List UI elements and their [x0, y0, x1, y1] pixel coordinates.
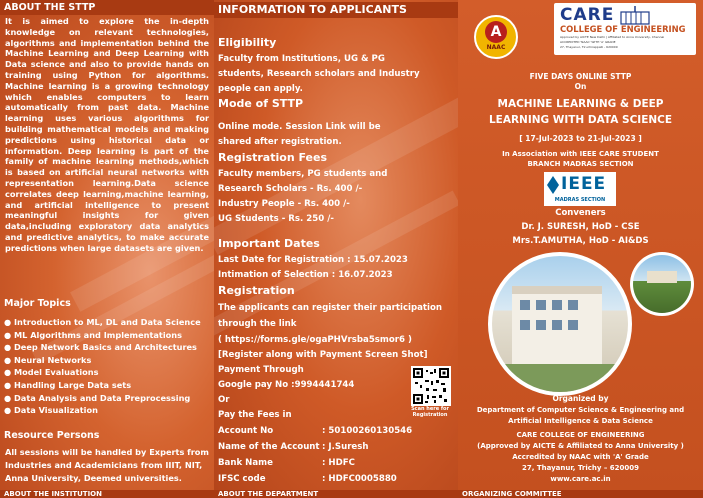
topic-item: ● Data Visualization	[4, 405, 98, 416]
dates-line: Last Date for Registration : 15.07.2023	[218, 255, 408, 265]
college-name: CARE	[560, 5, 615, 25]
footer-left: ABOUT THE INSTITUTION	[0, 490, 214, 498]
window	[568, 320, 578, 330]
about-panel	[0, 0, 214, 498]
registration-line: [Register along with Payment Screen Shot]	[218, 350, 428, 360]
convener-1: Dr. J. SURESH, HoD - CSE	[521, 222, 640, 232]
college-name-sub: COLLEGE OF ENGINEERING	[560, 24, 686, 34]
info-heading: INFORMATION TO APPLICANTS	[214, 2, 458, 18]
event-dates: [ 17-Jul-2023 to 21-Jul-2023 ]	[519, 134, 642, 143]
mode-line: shared after registration.	[218, 137, 342, 147]
account-label: Name of the Account	[218, 442, 320, 452]
about-text: It is aimed to explore the in-depth knowledge on relevant technologies, algorithms and implementation behind the Machine Learning and Deep Learning with Data science and also to provide hands on training using Python for algorithms. Machine learning is a growing technology which enables computers to learn automatically from past data. Machine learning uses various algorithms for building mathematical models and making predictions using historical data or information. Deep learning is part of the family of machine learning methods,which is based on artificial neural networks with representation learning.Data science correlates deep learning,machine learning, and artificial intelligence to present meaningful insights for given data,including exploratory data analytics and predictive analytics, to make accurate predictions when large datasets are given.	[5, 16, 209, 253]
qr-code-icon	[413, 368, 449, 404]
topic-item: ● Introduction to ML, DL and Data Science	[4, 317, 201, 327]
lawn	[492, 364, 628, 392]
building-roof	[512, 286, 602, 294]
registration-line: through the link	[218, 319, 297, 329]
about-heading: ABOUT THE STTP	[0, 0, 214, 15]
topics-list	[4, 316, 201, 417]
scan-label: Scan here for Registration	[411, 406, 449, 418]
registration-line: The applicants can register their participation	[218, 303, 443, 313]
dates-line: Intimation of Selection : 16.07.2023	[218, 270, 393, 280]
account-value: : HDFC0005880	[322, 474, 397, 484]
account-label: IFSC code	[218, 474, 266, 484]
account-label: Bank Name	[218, 458, 273, 468]
registration-heading: Registration	[218, 284, 295, 297]
address-line1: CARE COLLEGE OF ENGINEERING	[516, 431, 645, 439]
college-approval: Approved by AICTE New Delhi | Affiliated to Anna University, Chennai	[560, 35, 665, 39]
naac-grade: A	[485, 21, 507, 43]
resource-text: All sessions will be handled by Experts from Industries and Academicians from IIIT, NIT, Anna University, Deemed universities.	[5, 447, 209, 483]
association-line2: BRANCH MADRAS SECTION	[527, 160, 634, 168]
topic-item: ● Model Evaluations	[4, 367, 99, 378]
association-line1: In Association with IEEE CARE STUDENT	[502, 150, 659, 158]
website-link[interactable]: www.care.ac.in	[550, 475, 611, 483]
eligibility-line: Faculty from Institutions, UG & PG	[218, 54, 385, 64]
eligibility-line: people can apply.	[218, 84, 303, 94]
organizer-line1: Department of Computer Science & Engineering and	[476, 406, 685, 414]
ieee-logo	[544, 172, 616, 206]
window	[536, 300, 546, 310]
registration-link[interactable]: ( https://forms.gle/ogaPHVrsba5smor6 )	[218, 335, 412, 345]
address-line4: 27, Thayanur, Trichy – 620009	[521, 464, 640, 472]
ieee-diamond-icon	[547, 176, 559, 194]
conveners-heading: Conveners	[555, 208, 606, 218]
address-line3: Accredited by NAAC with 'A' Grade	[512, 453, 649, 461]
topic-item: ● Neural Networks	[4, 354, 92, 365]
account-value: : 50100260130546	[322, 426, 413, 436]
registration-line: Pay the Fees in	[218, 410, 292, 420]
event-title-line2: LEARNING WITH DATA SCIENCE	[488, 114, 673, 126]
campus-photo	[492, 256, 628, 392]
event-on: On	[574, 82, 587, 91]
topic-item: ● ML Algorithms and Implementations	[4, 329, 182, 340]
resource-heading: Resource Persons	[4, 430, 100, 441]
event-type: FIVE DAYS ONLINE STTP	[529, 72, 632, 81]
registration-line: Or	[218, 395, 230, 405]
organized-heading: Organized by	[552, 394, 609, 403]
qr-code[interactable]	[411, 366, 451, 406]
college-accreditation: ACCREDITED 'NAAC' WITH 'A' GRADE	[560, 40, 616, 44]
window	[552, 320, 562, 330]
gate-photo	[647, 271, 677, 283]
topic-item: ● Data Analysis and Data Preprocessing	[4, 392, 191, 403]
window	[520, 320, 530, 330]
topic-item: ● Handling Large Data sets	[4, 379, 132, 390]
campus-photo-2	[633, 255, 691, 313]
ieee-sub: MADRAS SECTION	[554, 197, 606, 203]
dates-heading: Important Dates	[218, 237, 320, 250]
convener-2: Mrs.T.AMUTHA, HoD - AI&DS	[512, 236, 649, 246]
registration-line: Google pay No :9994441744	[218, 380, 355, 390]
info-panel	[214, 0, 458, 498]
cover-panel	[458, 0, 703, 498]
window	[568, 300, 578, 310]
ieee-text: IEEE	[561, 174, 607, 194]
fees-line: Industry People - Rs. 400 /-	[218, 199, 350, 209]
fees-line: Faculty members, PG students and	[218, 169, 388, 179]
fees-line: Research Scholars - Rs. 400 /-	[218, 184, 363, 194]
window	[520, 300, 530, 310]
topics-heading: Major Topics	[4, 298, 71, 309]
mode-heading: Mode of STTP	[218, 97, 304, 110]
college-building-icon	[620, 6, 650, 26]
window	[536, 320, 546, 330]
account-label: Account No	[218, 426, 274, 436]
mode-line: Online mode. Session Link will be	[218, 122, 381, 132]
footer-mid: ABOUT THE DEPARTMENT	[214, 490, 458, 498]
college-logo-box	[554, 3, 696, 55]
event-title-line1: MACHINE LEARNING & DEEP	[497, 98, 664, 110]
fees-heading: Registration Fees	[218, 151, 328, 164]
account-value: : J.Suresh	[322, 442, 369, 452]
eligibility-heading: Eligibility	[218, 36, 277, 49]
eligibility-line: students, Research scholars and Industry	[218, 69, 420, 79]
fees-line: UG Students - Rs. 250 /-	[218, 214, 334, 224]
naac-badge	[474, 15, 518, 59]
organizer-line2: Artificial Intelligence & Data Science	[508, 417, 653, 425]
naac-text: NAAC	[486, 44, 506, 51]
topic-item: ● Deep Network Basics and Architectures	[4, 342, 197, 353]
college-address-small: 27, Thayanur, Tiruchirappalli - 620009	[560, 45, 618, 49]
footer-right: ORGANIZING COMMITTEE	[458, 490, 703, 498]
address-line2: (Approved by AICTE & Affiliated to Anna University )	[477, 442, 684, 450]
registration-line: Payment Through	[218, 365, 304, 375]
window	[552, 300, 562, 310]
account-value: : HDFC	[322, 458, 355, 468]
